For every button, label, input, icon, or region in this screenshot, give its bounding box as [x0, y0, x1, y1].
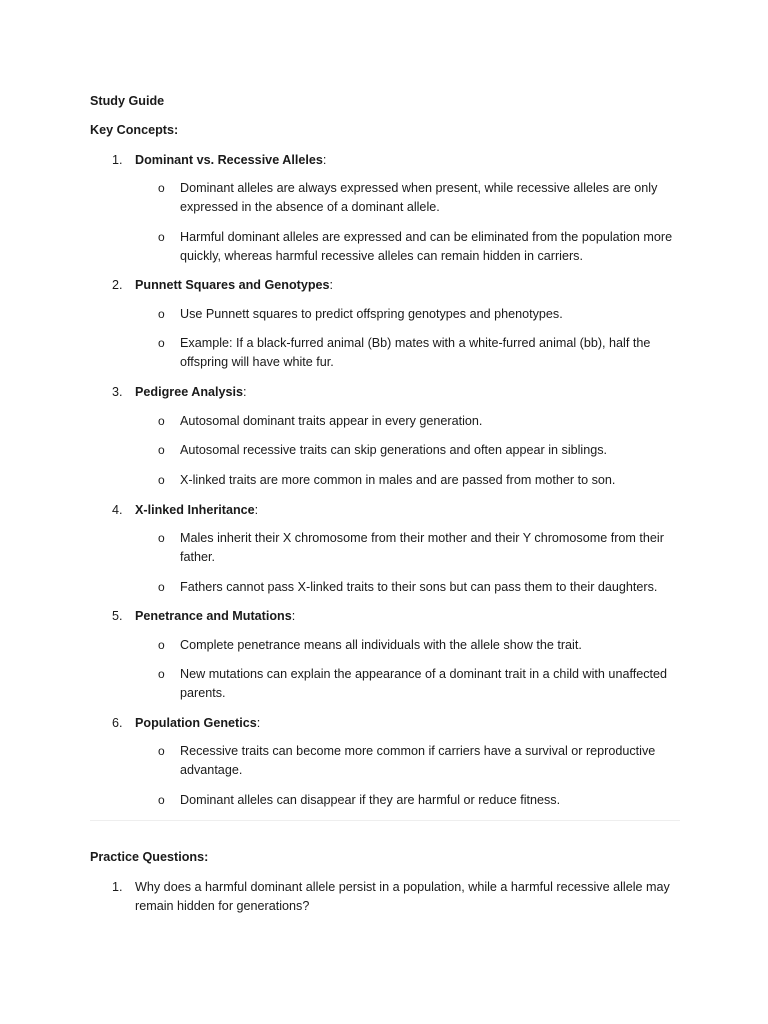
concept-number: 6. [112, 716, 123, 730]
bullet-marker: o [158, 793, 165, 807]
concept-suffix: : [256, 716, 261, 730]
concept-bullet [158, 441, 678, 460]
concept-number: 1. [112, 153, 123, 167]
bullet-marker: o [158, 336, 165, 350]
bullet-text: X-linked traits are more common in males and are passed from mother to son. [180, 473, 616, 487]
concept-suffix: : [329, 278, 334, 292]
practice-questions-heading: Practice Questions: [90, 850, 209, 864]
concept-bullet [158, 179, 678, 217]
bullet-text: Dominant alleles are always expressed when present, while recessive alleles are only expressed in the absence of a dominant allele. [180, 181, 658, 214]
practice-question [112, 878, 687, 916]
concept-item [112, 500, 692, 520]
concept-bullet [158, 636, 678, 655]
concept-bullet [158, 578, 678, 597]
bullet-marker: o [158, 473, 165, 487]
document-title: Study Guide [90, 94, 165, 108]
bullet-text: Dominant alleles can disappear if they are harmful or reduce fitness. [180, 793, 561, 807]
concept-number: 4. [112, 503, 123, 517]
concept-bullet [158, 665, 678, 703]
concept-number: 5. [112, 609, 123, 623]
bullet-text: Autosomal dominant traits appear in every generation. [180, 414, 483, 428]
bullet-text: Recessive traits can become more common if carriers have a survival or reproductive advantage. [180, 744, 656, 777]
bullet-marker: o [158, 638, 165, 652]
concept-heading: X-linked Inheritance [135, 503, 255, 517]
concept-item [112, 606, 692, 626]
bullet-marker: o [158, 230, 165, 244]
concept-heading: Dominant vs. Recessive Alleles [135, 153, 323, 167]
concept-bullet [158, 791, 678, 810]
concept-bullet [158, 412, 678, 431]
concept-heading: Pedigree Analysis [135, 385, 244, 399]
concept-item [112, 150, 692, 170]
bullet-text: Harmful dominant alleles are expressed and can be eliminated from the population more quickly, whereas harmful recessive alleles can remain hidden in carriers. [180, 230, 673, 263]
concept-item [112, 713, 692, 733]
concept-heading: Punnett Squares and Genotypes [135, 278, 330, 292]
concept-item [112, 275, 692, 295]
bullet-marker: o [158, 181, 165, 195]
concept-number: 3. [112, 385, 123, 399]
bullet-text: Males inherit their X chromosome from their mother and their Y chromosome from their father. [180, 531, 664, 564]
bullet-text: Autosomal recessive traits can skip generations and often appear in siblings. [180, 443, 608, 457]
bullet-marker: o [158, 531, 165, 545]
question-number: 1. [112, 880, 123, 894]
question-text: Why does a harmful dominant allele persist in a population, while a harmful recessive allele may remain hidden for generations? [135, 880, 670, 913]
concept-heading: Population Genetics [135, 716, 257, 730]
section-divider [90, 820, 680, 821]
bullet-text: Use Punnett squares to predict offspring genotypes and phenotypes. [180, 307, 563, 321]
bullet-text: Fathers cannot pass X-linked traits to their sons but can pass them to their daughters. [180, 580, 658, 594]
bullet-text: Example: If a black-furred animal (Bb) mates with a white-furred animal (bb), half the offspring will have white fur. [180, 336, 651, 369]
concept-heading: Penetrance and Mutations [135, 609, 292, 623]
concept-bullet [158, 529, 678, 567]
bullet-marker: o [158, 443, 165, 457]
concept-bullet [158, 742, 678, 780]
concept-suffix: : [243, 385, 247, 399]
bullet-text: New mutations can explain the appearance of a dominant trait in a child with unaffected parents. [180, 667, 668, 700]
bullet-marker: o [158, 667, 165, 681]
key-concepts-heading: Key Concepts: [90, 123, 179, 137]
concept-suffix: : [322, 153, 327, 167]
bullet-marker: o [158, 744, 165, 758]
bullet-marker: o [158, 580, 165, 594]
concept-item [112, 382, 692, 402]
concept-number: 2. [112, 278, 123, 292]
bullet-marker: o [158, 307, 165, 321]
concept-bullet [158, 305, 678, 324]
concept-bullet [158, 228, 678, 266]
concept-suffix: : [254, 503, 259, 517]
bullet-text: Complete penetrance means all individuals with the allele show the trait. [180, 638, 582, 652]
concept-bullet [158, 334, 678, 372]
bullet-marker: o [158, 414, 165, 428]
concept-bullet [158, 471, 678, 490]
concept-suffix: : [291, 609, 296, 623]
